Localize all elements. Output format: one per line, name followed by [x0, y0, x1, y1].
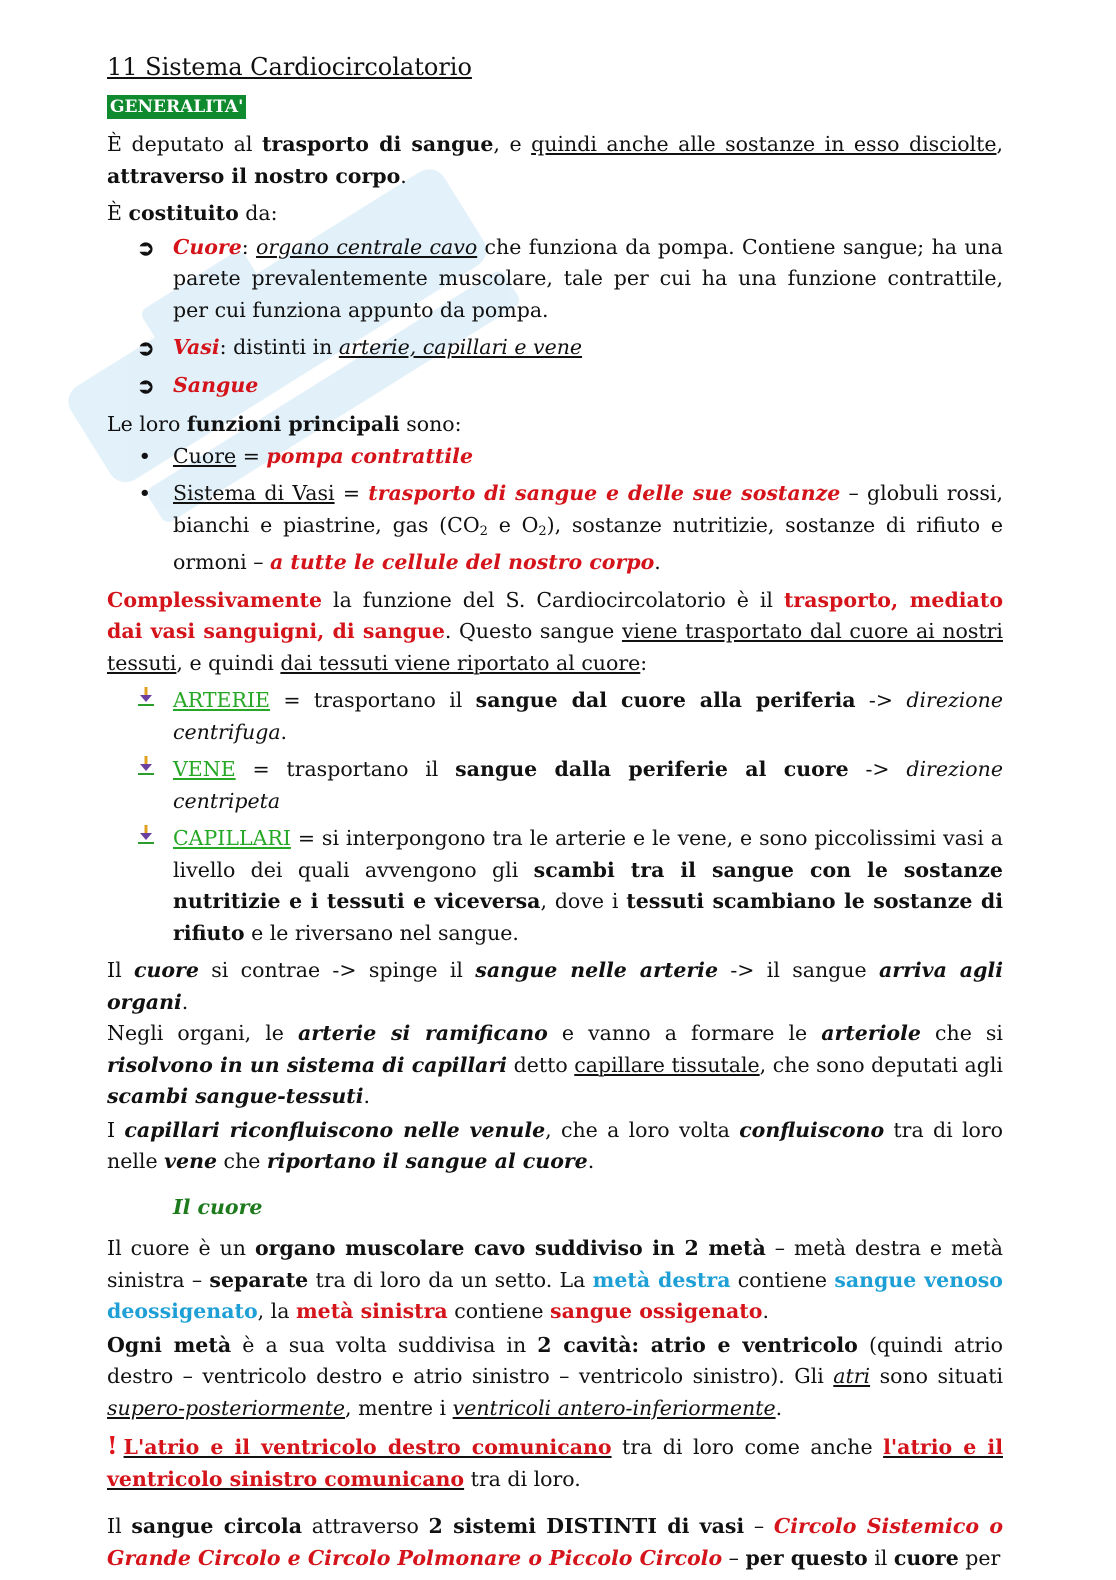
- paragraph-costituito: [107, 198, 1003, 230]
- text-bold: cuore: [893, 1545, 959, 1570]
- text-bold-italic: sangue nelle arterie: [475, 958, 719, 982]
- text: –: [722, 1545, 746, 1570]
- term: metà sinistra: [295, 1299, 448, 1323]
- text: Negli organi, le: [107, 1021, 299, 1045]
- text: e le riversano nel sangue.: [244, 920, 519, 945]
- text-bold-italic: scambi sangue-tessuti: [107, 1084, 364, 1108]
- term: sangue ossigenato: [550, 1299, 763, 1323]
- text: e vanno a formare le: [547, 1021, 822, 1045]
- text: È deputato al: [107, 132, 262, 156]
- paragraph-cuore-organo: [107, 1233, 1003, 1328]
- text: tra di loro nelle: [107, 1117, 1003, 1173]
- text-bold-italic: confluiscono: [739, 1117, 885, 1142]
- text-bold: organo muscolare cavo suddiviso in 2 metà: [254, 1236, 766, 1260]
- text: che funziona da pompa. Contiene sangue; ha una parete prevalentemente muscolare, tale per cui ha una funzione contrattile, per cui funziona appunto da pompa.: [173, 234, 1003, 322]
- text-underline-italic: atri: [833, 1364, 871, 1388]
- text-underline: dai tessuti viene riportato al cuore: [280, 650, 641, 675]
- text: .: [654, 550, 661, 574]
- text-underline: capillare tissutale: [574, 1052, 760, 1077]
- term: L'atrio e il ventricolo destro comunicano: [123, 1435, 612, 1459]
- term: Vasi: [173, 335, 220, 359]
- text-bold: attraverso il nostro corpo: [107, 163, 401, 188]
- text: = trasportano il: [235, 757, 456, 781]
- text-italic: direzione centripeta: [173, 757, 1003, 813]
- text: attraverso: [302, 1514, 429, 1538]
- term: l'atrio e il ventricolo sinistro comunicano: [107, 1435, 1003, 1491]
- text: che: [217, 1149, 267, 1173]
- text: È: [107, 201, 129, 225]
- text: : distinti in: [219, 335, 339, 359]
- bullet-icon: •: [139, 483, 151, 504]
- text-bold: 2 sistemi DISTINTI di vasi: [428, 1514, 745, 1538]
- text-bold: sangue dal cuore alla periferia: [475, 688, 856, 712]
- page-title: 11 Sistema Cardiocircolatorio: [107, 53, 472, 81]
- text-bold-italic: arterie si ramificano: [298, 1021, 548, 1045]
- text: :: [241, 234, 257, 259]
- text: per: [958, 1545, 1001, 1570]
- text: = trasportano il: [270, 688, 476, 712]
- text: .: [775, 1395, 783, 1420]
- text-underline: quindi anche alle sostanze in esso disciolte: [531, 132, 997, 156]
- text-underline: Cuore: [173, 443, 237, 468]
- list-item: [107, 478, 1003, 579]
- text: detto: [507, 1052, 575, 1077]
- text: Le loro: [107, 412, 187, 436]
- list-item: [107, 332, 1003, 364]
- text: da:: [238, 201, 278, 225]
- section-subtitle: Il cuore: [173, 1194, 263, 1219]
- text: tra di loro da un setto. La: [308, 1267, 593, 1292]
- text: ->: [855, 688, 907, 712]
- text: sono:: [399, 412, 462, 436]
- paragraph-cuore-contrae: [107, 955, 1003, 1113]
- download-arrow-icon: [137, 685, 155, 717]
- list-item: [107, 754, 1003, 817]
- text: , mentre i: [345, 1395, 453, 1420]
- text-bold-italic: vene: [164, 1149, 218, 1173]
- paragraph-funzioni: [107, 409, 1003, 441]
- text-bold-italic: arriva agli organi: [107, 958, 1003, 1014]
- text: –: [744, 1514, 774, 1538]
- text: .: [280, 719, 288, 744]
- text-bold: costituito: [128, 201, 239, 225]
- text: , la: [257, 1299, 296, 1323]
- functions-list: [107, 441, 1003, 579]
- text-underline: organo centrale cavo: [256, 234, 478, 259]
- paragraph-complessivamente: [107, 585, 1003, 680]
- text: tra di loro come anche: [611, 1435, 884, 1459]
- text-underline: Sistema di Vasi: [173, 481, 335, 505]
- text: ), sostanze nutritizie, sostanze di rifiuto e ormoni –: [173, 512, 1003, 574]
- text-bold: funzioni principali: [186, 412, 400, 436]
- text: sono situati: [870, 1364, 1004, 1388]
- text-bold: per questo: [745, 1545, 868, 1570]
- vessel-name: CAPILLARI: [173, 826, 291, 850]
- text: I: [107, 1117, 125, 1142]
- term: trasporto, mediato dai vasi sanguigni, di sangue: [107, 587, 1003, 643]
- text: , che sono deputati agli: [759, 1052, 1003, 1077]
- term: Complessivamente: [107, 587, 323, 612]
- subscript: 2: [479, 523, 488, 539]
- list-item: [107, 370, 1003, 402]
- text-bold: tessuti scambiano le sostanze di rifiuto: [173, 889, 1003, 945]
- text: si contrae -> spinge il: [198, 958, 476, 982]
- exclamation-icon: !: [107, 1431, 118, 1460]
- text: =: [236, 443, 267, 468]
- text-bold: 2 cavità: atrio e ventricolo: [537, 1332, 858, 1357]
- text: Il: [107, 958, 134, 982]
- vessel-name: ARTERIE: [173, 688, 271, 712]
- paragraph-intro: [107, 129, 1003, 192]
- document-page: [107, 50, 1003, 1580]
- text-bold: separate: [209, 1267, 309, 1292]
- list-item: [107, 232, 1003, 327]
- text: e O: [487, 512, 539, 537]
- text: contiene: [730, 1267, 835, 1292]
- arrow-icon: ➲: [137, 234, 155, 260]
- text-bold-italic: arteriole: [821, 1021, 921, 1045]
- text-bold: sangue dalla periferie al cuore: [455, 757, 849, 781]
- text: .: [762, 1299, 769, 1323]
- text-italic: direzione centrifuga: [173, 688, 1003, 744]
- subscript: 2: [538, 523, 547, 539]
- text: .: [587, 1149, 595, 1173]
- text-bold-italic: risolvono in un sistema di capillari: [107, 1052, 508, 1077]
- paragraph-cavita: [107, 1330, 1003, 1425]
- arrow-icon: ➲: [137, 372, 155, 398]
- bullet-icon: •: [139, 445, 151, 467]
- text-bold: sangue circola: [131, 1514, 303, 1538]
- term-blue: metà destra: [592, 1267, 731, 1292]
- text: = si interpongono tra le arterie e le vene, e sono piccolissimi vasi a livello dei quali avvengono gli: [173, 826, 1003, 882]
- term: trasporto di sangue e delle sue sostanze: [368, 481, 841, 505]
- text: Il cuore è un: [107, 1236, 255, 1260]
- text-bold-italic: capillari riconfluiscono nelle venule: [124, 1117, 546, 1142]
- term: a tutte le cellule del nostro corpo: [269, 550, 655, 574]
- term: Cuore: [173, 234, 242, 259]
- text-bold: Ogni metà: [107, 1332, 232, 1357]
- text: è a sua volta suddivisa in: [231, 1332, 538, 1357]
- text-underline-italic: supero-posteriormente: [107, 1395, 346, 1420]
- text: il: [867, 1545, 894, 1570]
- paragraph-circolo: [107, 1511, 1003, 1574]
- text: tra di loro.: [464, 1466, 581, 1491]
- paragraph-capillari: [107, 1115, 1003, 1178]
- text: .: [363, 1084, 371, 1108]
- text: (quindi atrio destro – ventricolo destro e atrio sinistro – ventricolo sinistro). Gli: [107, 1332, 1003, 1388]
- list-item: [107, 823, 1003, 949]
- section-badge: GENERALITA': [107, 95, 246, 119]
- text: ,: [996, 132, 1004, 156]
- text: Il: [107, 1514, 132, 1538]
- text: ->: [848, 757, 907, 781]
- text: -> il sangue: [718, 958, 879, 982]
- text: che si: [920, 1021, 1003, 1045]
- vessel-name: VENE: [173, 757, 236, 781]
- text: =: [334, 481, 369, 505]
- text: – metà destra e metà sinistra –: [107, 1236, 1004, 1292]
- text-bold-italic: riportano il sangue al cuore: [266, 1149, 588, 1173]
- text: contiene: [447, 1299, 551, 1323]
- text-underline: arterie, capillari e vene: [338, 335, 583, 359]
- text: . Questo sangue: [444, 619, 622, 643]
- text: , dove i: [540, 889, 627, 913]
- text-bold: trasporto di sangue: [261, 132, 494, 156]
- text: .: [400, 163, 407, 188]
- text: – globuli rossi, bianchi e piastrine, gas (CO: [173, 481, 1003, 537]
- text: la funzione del S. Cardiocircolatorio è il: [322, 587, 784, 612]
- term-blue: sangue venoso deossigenato: [107, 1267, 1003, 1323]
- text-bold: scambi tra il sangue con le sostanze nutritizie e i tessuti e viceversa: [173, 857, 1003, 913]
- text-bold-italic: cuore: [134, 958, 199, 982]
- vessels-list: [107, 685, 1003, 949]
- term: pompa contrattile: [266, 443, 474, 468]
- text: .: [181, 989, 189, 1014]
- text: :: [640, 650, 648, 675]
- list-item: [107, 441, 1003, 473]
- download-arrow-icon: [137, 754, 155, 786]
- arrow-icon: ➲: [137, 335, 155, 360]
- list-item: [107, 685, 1003, 748]
- term: Sangue: [173, 372, 259, 397]
- components-list: [107, 232, 1003, 402]
- download-arrow-icon: [137, 823, 155, 855]
- text: , che a loro volta: [545, 1117, 740, 1142]
- text-underline-italic: ventricoli antero-inferiormente: [452, 1395, 776, 1420]
- paragraph-comunicano: [107, 1430, 1003, 1495]
- text: , e: [493, 132, 532, 156]
- term: Circolo Sistemico o Grande Circolo e Circolo Polmonare o Piccolo Circolo: [107, 1514, 1003, 1570]
- text-underline: viene trasportato dal cuore ai nostri tessuti: [107, 619, 1003, 675]
- text: , e quindi: [176, 650, 281, 675]
